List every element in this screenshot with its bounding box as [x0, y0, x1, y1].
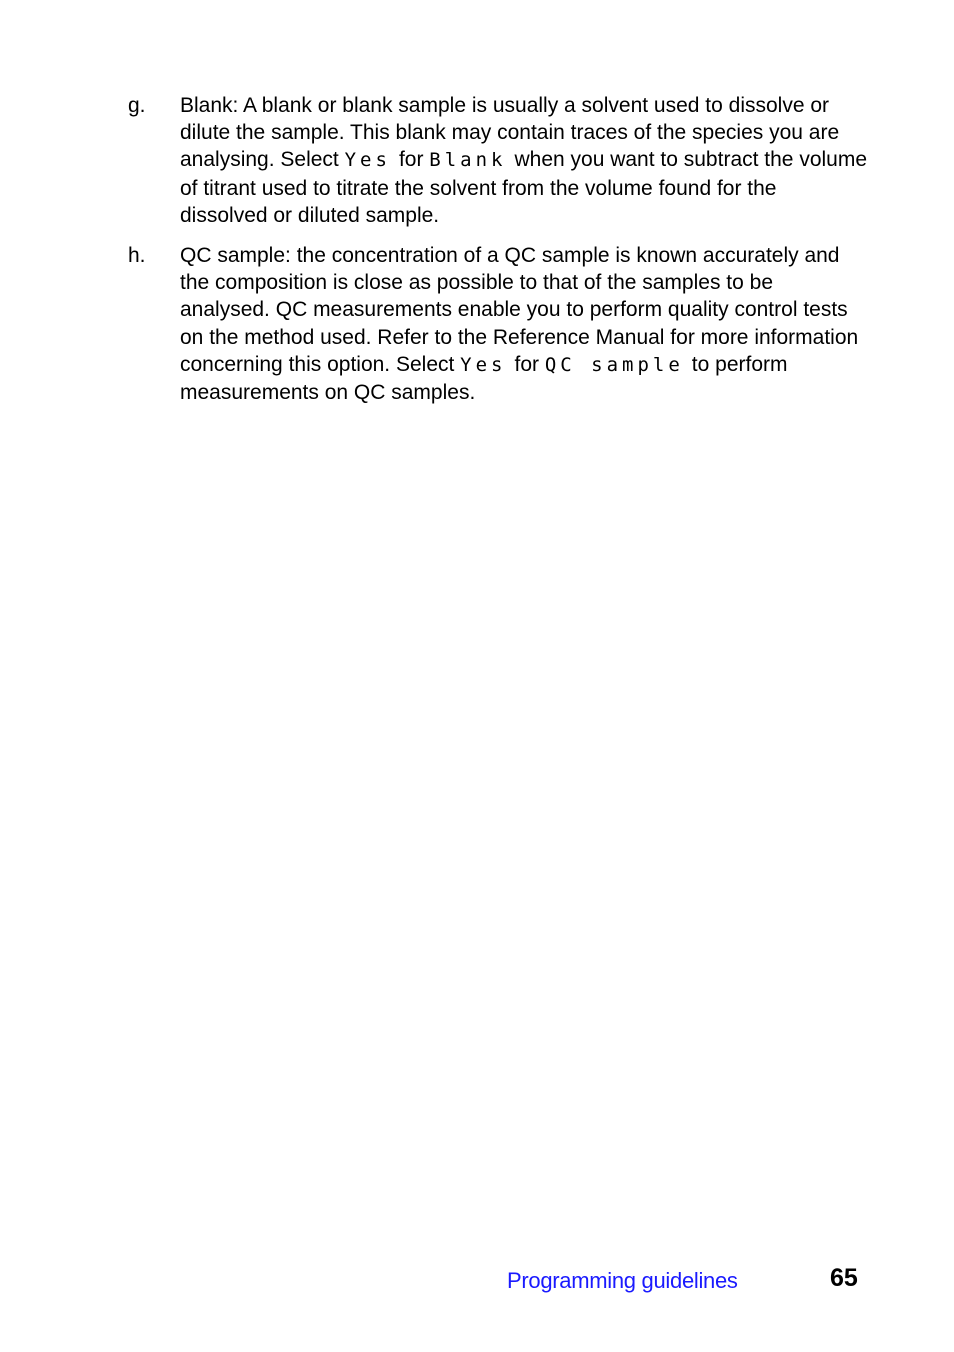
text-segment: QC sample: the concentration of a QC sample is known accurately and the composition is close as possible to that of the samples to be analysed. QC measurements enable you to perform quality control tests on the method used. Refer to the Reference Manual for more information concerning this option. Select	[180, 244, 859, 376]
code-option-yes: Yes	[344, 149, 391, 172]
list-marker: g.	[128, 94, 146, 117]
page-footer	[0, 1262, 954, 1302]
code-option-qc-sample: QC sample	[544, 353, 684, 376]
text-segment: to perform measurements on QC samples.	[180, 352, 788, 405]
code-option-yes: Yes	[460, 353, 507, 376]
instruction-list	[128, 92, 868, 419]
code-option-blank: Blank	[429, 149, 507, 172]
list-item-text	[180, 92, 868, 229]
list-item-h	[128, 242, 868, 406]
page-number: 65	[830, 1264, 858, 1292]
text-segment: Blank: A blank or blank sample is usually a solvent used to dissolve or dilute the sample. This blank may contain traces of the species you are analysing. Select	[180, 94, 840, 172]
list-marker: h.	[128, 244, 146, 268]
list-item-g	[128, 92, 868, 229]
text-segment: for	[398, 148, 430, 172]
footer-section-title: Programming guidelines	[507, 1268, 738, 1293]
text-segment: for	[514, 352, 545, 376]
list-item-text	[180, 242, 868, 406]
text-segment: when you want to subtract the volume of titrant used to titrate the solvent from the volume found for the dissolved or diluted sample.	[180, 148, 868, 227]
